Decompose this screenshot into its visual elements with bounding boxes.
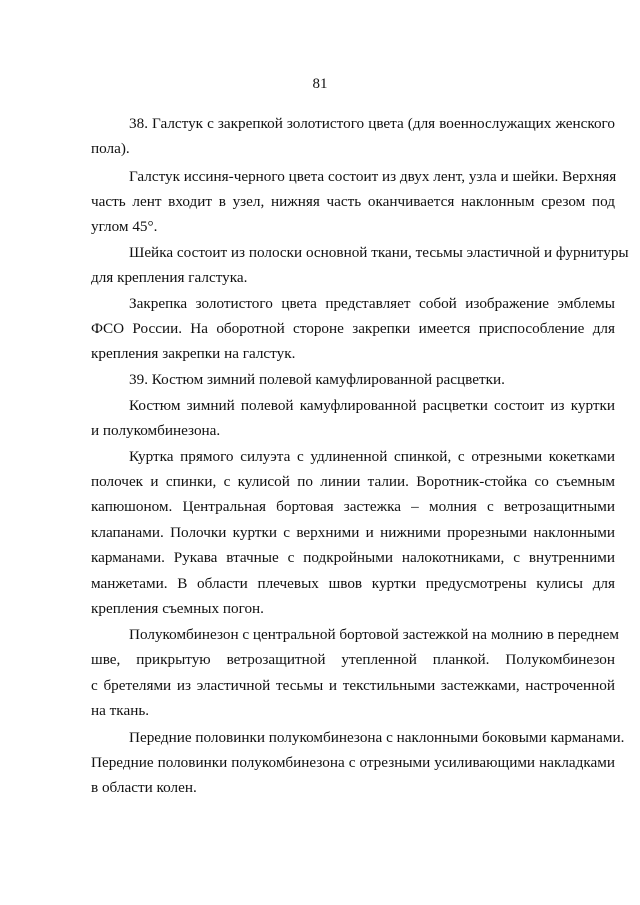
text-line: ФСО России. На оборотной стороне закрепки имеется приспособление для: [91, 320, 615, 337]
text-line: углом 45°.: [91, 218, 158, 235]
text-line: Костюм зимний полевой камуфлированной расцветки состоит из куртки: [129, 397, 615, 414]
text-line: и полукомбинезона.: [91, 422, 221, 439]
text-line: 38. Галстук с закрепкой золотистого цвета (для военнослужащих женского: [129, 115, 615, 132]
text-line: 39. Костюм зимний полевой камуфлированной расцветки.: [129, 371, 505, 388]
text-line: полочек и спинки, с кулисой по линии талии. Воротник-стойка со съемным: [91, 473, 615, 490]
text-line: Куртка прямого силуэта с удлиненной спинкой, с отрезными кокетками: [129, 448, 615, 465]
text-line: Закрепка золотистого цвета представляет собой изображение эмблемы: [129, 295, 615, 312]
page-number: 81: [312, 76, 328, 92]
text-line: для крепления галстука.: [91, 269, 248, 286]
text-line: в области колен.: [91, 779, 197, 796]
text-line: Передние половинки полукомбинезона с отрезными усиливающими накладками: [91, 754, 615, 771]
text-line: манжетами. В области плечевых швов куртки предусмотрены кулисы для: [91, 575, 615, 592]
text-line: карманами. Рукава втачные с подкройными налокотниками, с внутренними: [91, 549, 615, 566]
text-line: капюшоном. Центральная бортовая застежка – молния с ветрозащитными: [91, 498, 615, 515]
text-line: Полукомбинезон с центральной бортовой застежкой на молнию в переднем: [129, 626, 620, 643]
text-line: с бретелями из эластичной тесьмы и текстильными застежками, настроченной: [91, 677, 615, 694]
text-line: Шейка состоит из полоски основной ткани, тесьмы эластичной и фурнитуры: [129, 244, 629, 261]
text-line: шве, прикрытую ветрозащитной утепленной планкой. Полукомбинезон: [91, 651, 615, 668]
text-line: на ткань.: [91, 702, 150, 719]
text-line: часть лент входит в узел, нижняя часть оканчивается наклонным срезом под: [91, 193, 615, 210]
text-line: клапанами. Полочки куртки с верхними и нижними прорезными наклонными: [91, 524, 615, 541]
text-line: крепления съемных погон.: [91, 600, 264, 617]
text-line: крепления закрепки на галстук.: [91, 345, 296, 362]
text-line: Передние половинки полукомбинезона с наклонными боковыми карманами.: [129, 729, 625, 746]
text-line: пола).: [91, 140, 130, 157]
text-line: Галстук иссиня-черного цвета состоит из двух лент, узла и шейки. Верхняя: [129, 168, 617, 185]
